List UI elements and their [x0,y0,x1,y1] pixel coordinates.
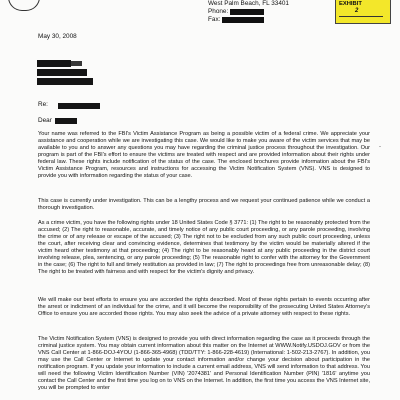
recipient-name-redaction [37,60,71,67]
address-line: West Palm Beach, FL 33401 [208,0,289,7]
sender-address-block [208,0,289,25]
body-paragraph-3: As a crime victim, you have the following rights under 18 United States Code § 3771: (1) The right to be reasonably protected from the accused; (2) The right to reasonable, accurate, and timely notice of any public court proceeding, or any parole proceeding, involving the crime or of any release or escape of the accused; (3) The right not to be excluded from any such public court proceeding, unless the court, after receiving clear and convincing evidence, determines that testimony by the victim would be materially altered if the victim heard other testimony at that proceeding; (4) The right to be reasonably heard at any public proceeding in the district court involving release, plea, sentencing, or any parole proceeding; (5) The reasonable right to confer with the attorney for the Government in the case; (6) The right to full and timely restitution as provided in law; (7) The right to proceedings free from unreasonable delay; (8) The right to be treated with fairness and with respect for the victim's dignity and privacy. [38,220,370,276]
salutation-name-redaction [55,118,77,124]
exhibit-number-line [339,8,383,17]
fax-line [208,16,289,24]
exhibit-sticker [335,0,391,24]
body-paragraph-4: We will make our best efforts to ensure you are accorded the rights described. Most of these rights pertain to events occurring after the arrest or indictment of an individual for the crime, and it will become the responsibility of the prosecuting United States Attorney's Office to ensure you are accorded those rights. You may also seek the advice of a private attorney with respect to these rights. [38,297,370,318]
re-subject-redaction [58,103,100,109]
scan-speck [379,146,381,147]
phone-line [208,8,289,16]
phone-label: Phone: [208,8,229,16]
phone-redaction [230,9,264,15]
body-paragraph-2: This case is currently under investigation. This can be a lengthy process and we request your continued patience while we conduct a thorough investigation. [38,198,370,212]
exhibit-number: 2 [355,8,359,14]
body-paragraph-5: The Victim Notification System (VNS) is designed to provide you with direct information regarding the case as it proceeds through the criminal justice system. You may obtain current information about this matter on the Internet at WWW.Notify.USDOJ.GOV or from the VNS Call Center at 1-866-DOJ-4YOU (1-866-365-4968) (TDD/TTY: 1-866-228-4619) (International: 1-502-213-2767). In addition, you may use the Call Center or Internet to update your contact information and/or change your decision about participation in the notification program. If you update your information to include a current email address, VNS will send information to that address. You will need the following Victim Identification Number (VIN) '2074381' and Personal Identification Number (PIN) '1816' anytime you contact the Call Center and the first time you log on to VNS on the Internet. In addition, the first time you access the VNS Internet site, you will be prompted to enter [38,336,370,392]
fax-label: Fax: [208,16,221,24]
exhibit-label: EXHIBIT [339,1,362,7]
fax-redaction [222,17,264,23]
fbi-seal-logo [8,0,40,11]
letter-date: May 30, 2008 [38,33,77,40]
recipient-name-redaction-2 [70,61,82,66]
re-label: Re: [38,101,48,108]
body-paragraph-1: Your name was referred to the FBI's Victim Assistance Program as being a possible victim of a federal crime. We appreciate your assistance and cooperation while we are investigating this case. We would like to make you aware of the victim services that may be available to you and to answer any questions you may have regarding the criminal justice process throughout the investigation. Our program is part of the FBI's effort to ensure the victims are treated with respect and are provided information about their rights under federal law. These rights include notification of the status of the case. The enclosed brochures provide information about the FBI's Victim Assistance Program, resources and instructions for accessing the Victim Notification System (VNS). VNS is designed to provide you with information regarding the status of your case. [38,131,370,180]
salutation-label: Dear [38,117,52,124]
recipient-city-redaction [37,78,93,85]
recipient-address-redaction [37,69,87,76]
